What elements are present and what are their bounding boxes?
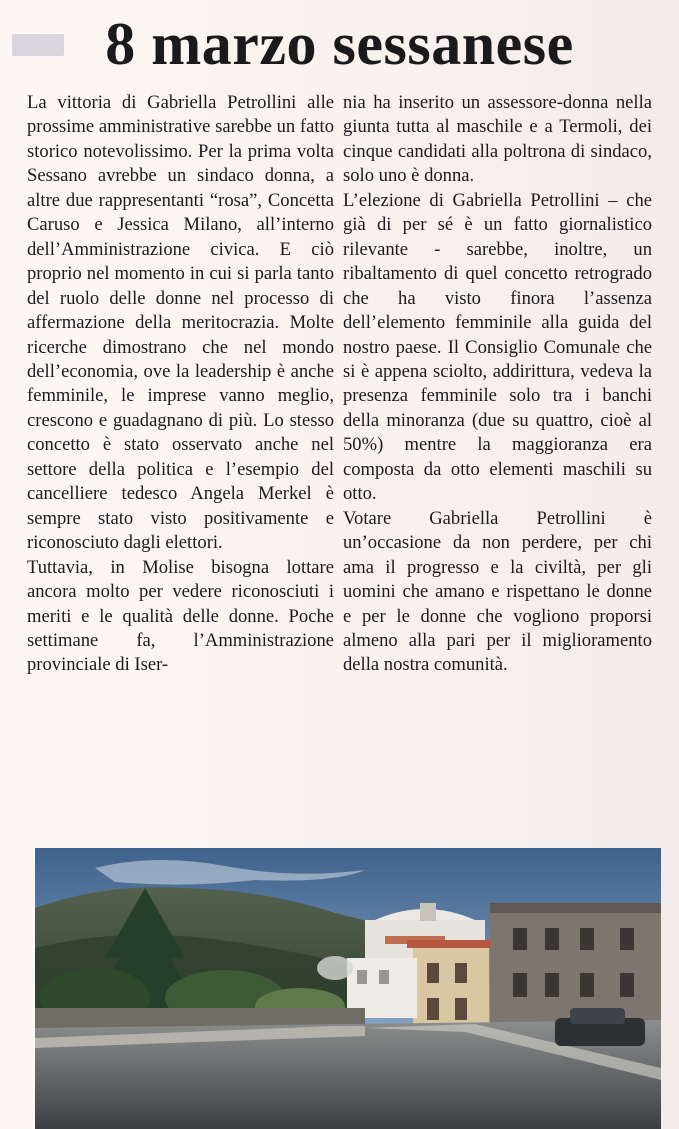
- article-paragraph: L’elezione di Gabriella Petrollini – che già di per sé è un fatto giornalistico rilevante - sarebbe, inoltre, un ribaltamento di quel concetto retrogrado che ha visto finora l’assenza dell’elemento femminile alla guida del nostro paese. Il Consiglio Comunale che si è appena sciolto, addirittura, vedeva la presenza femminile solo tra i banchi della minoranza (due su quattro, cioè al 50%) mentre la maggioranza era composta da otto elementi maschili su otto.: [343, 189, 652, 505]
- article-paragraph: La vittoria di Gabriella Petrollini alle prossime amministrative sarebbe un fatto storico notevolissimo. Per la prima volta Sessano avrebbe un sindaco donna, a altre due rappresentanti “rosa”, Concetta Caruso e Jessica Milano, all’interno dell’Amministrazione civica. E ciò proprio nel momento in cui si parla tanto del ruolo delle donne nel processo di affermazione della meritocrazia. Molte ricerche dimostrano che nel mondo dell’economia, ove la leadership è anche femminile, le imprese vanno meglio, crescono e guadagnano di più. Lo stesso concetto è stato osservato anche nel settore della politica e l’esempio del cancelliere tedesco Angela Merkel è sempre stato visto positivamente e riconosciuto dagli elettori.: [27, 92, 334, 554]
- article-title: 8 marzo sessanese: [105, 11, 574, 77]
- article-column-left: [27, 91, 334, 678]
- article-paragraph: Votare Gabriella Petrollini è un’occasione da non perdere, per chi ama il progresso e la civiltà, per gli uomini che amano e rispettano le donne e per le donne che vogliono proporsi almeno alla pari per il miglioramento della nostra comunità.: [343, 507, 652, 676]
- town-square-photo: [35, 848, 661, 1129]
- article-paragraph: nia ha inserito un assessore-donna nella giunta tutta al maschile e a Termoli, dei cinque candidati alla poltrona di sindaco, solo uno è donna.: [343, 92, 652, 187]
- article-column-right: [343, 91, 652, 678]
- article-paragraph: Tuttavia, in Molise bisogna lottare ancora molto per vedere riconosciuti i meriti e le qualità delle donne. Poche settimane fa, l’Amministrazione provinciale di Iser-: [27, 556, 334, 676]
